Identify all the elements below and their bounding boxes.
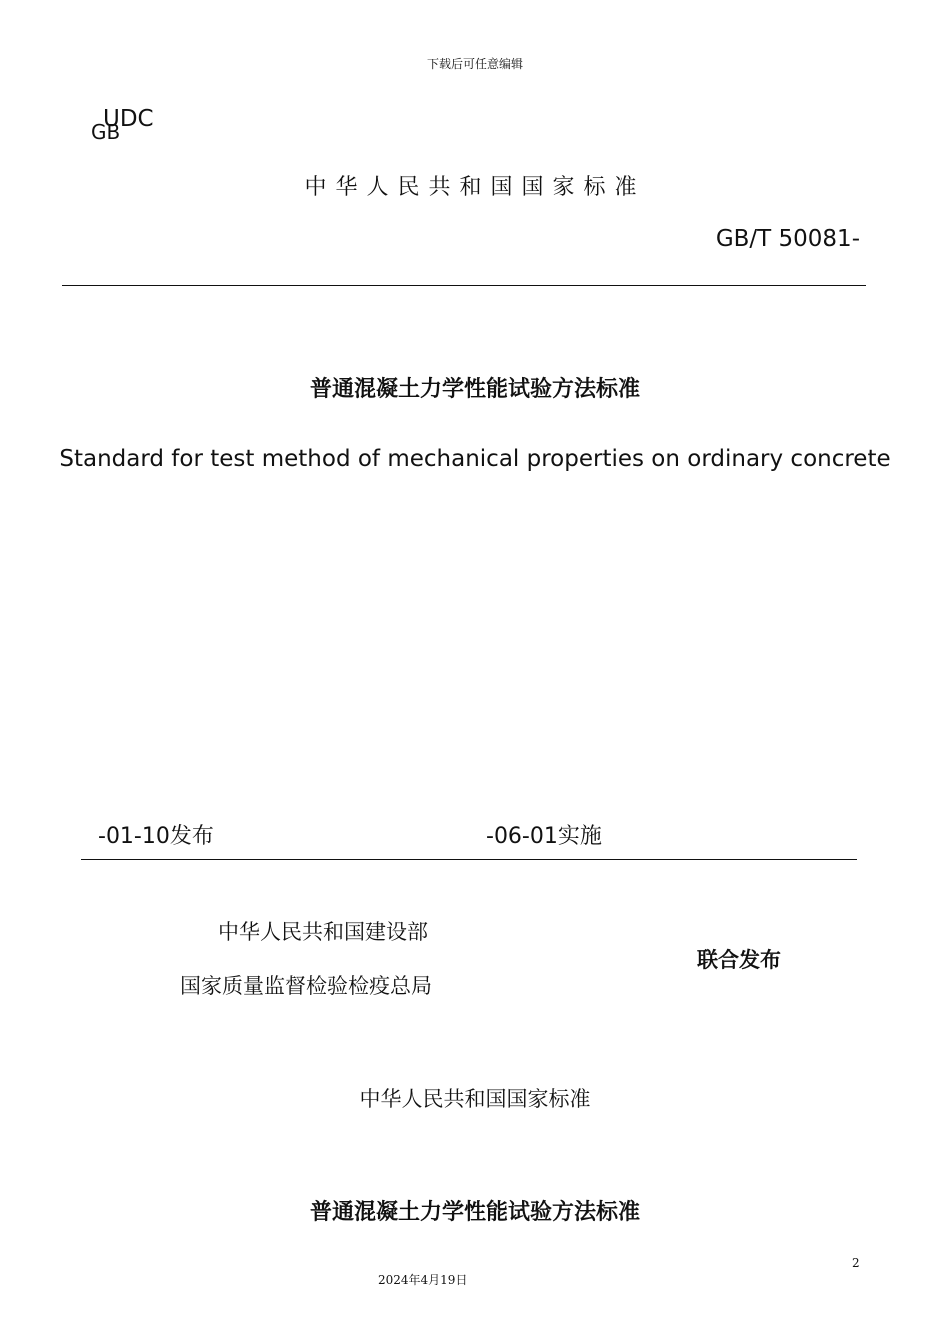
national-standard-title: 中华人民共和国国家标准 [304, 175, 646, 200]
page-number: 2 [852, 1256, 860, 1270]
standard-title-en: Standard for test method of mechanical properties on ordinary concrete [59, 446, 891, 472]
standard-number: GB/T 50081- [715, 226, 860, 252]
repeat-standard-title-cn: 普通混凝土力学性能试验方法标准 [309, 1200, 640, 1225]
top-divider [62, 285, 866, 286]
standard-title-cn: 普通混凝土力学性能试验方法标准 [309, 377, 640, 402]
issuer-aqsiq: 国家质量监督检验检疫总局 [180, 974, 432, 998]
repeat-national-standard-title: 中华人民共和国国家标准 [359, 1087, 591, 1111]
issuer-ministry: 中华人民共和国建设部 [218, 920, 428, 944]
implementation-date: -06-01实施 [486, 824, 602, 849]
bottom-divider [81, 859, 857, 860]
gb-label: GB [91, 120, 121, 144]
udc-label: UDC [103, 106, 154, 132]
footer-date: 2024年4月19日 [378, 1273, 468, 1287]
joint-release-label: 联合发布 [697, 948, 781, 972]
header-note: 下载后可任意编辑 [426, 57, 523, 71]
issue-date: -01-10发布 [98, 824, 214, 849]
